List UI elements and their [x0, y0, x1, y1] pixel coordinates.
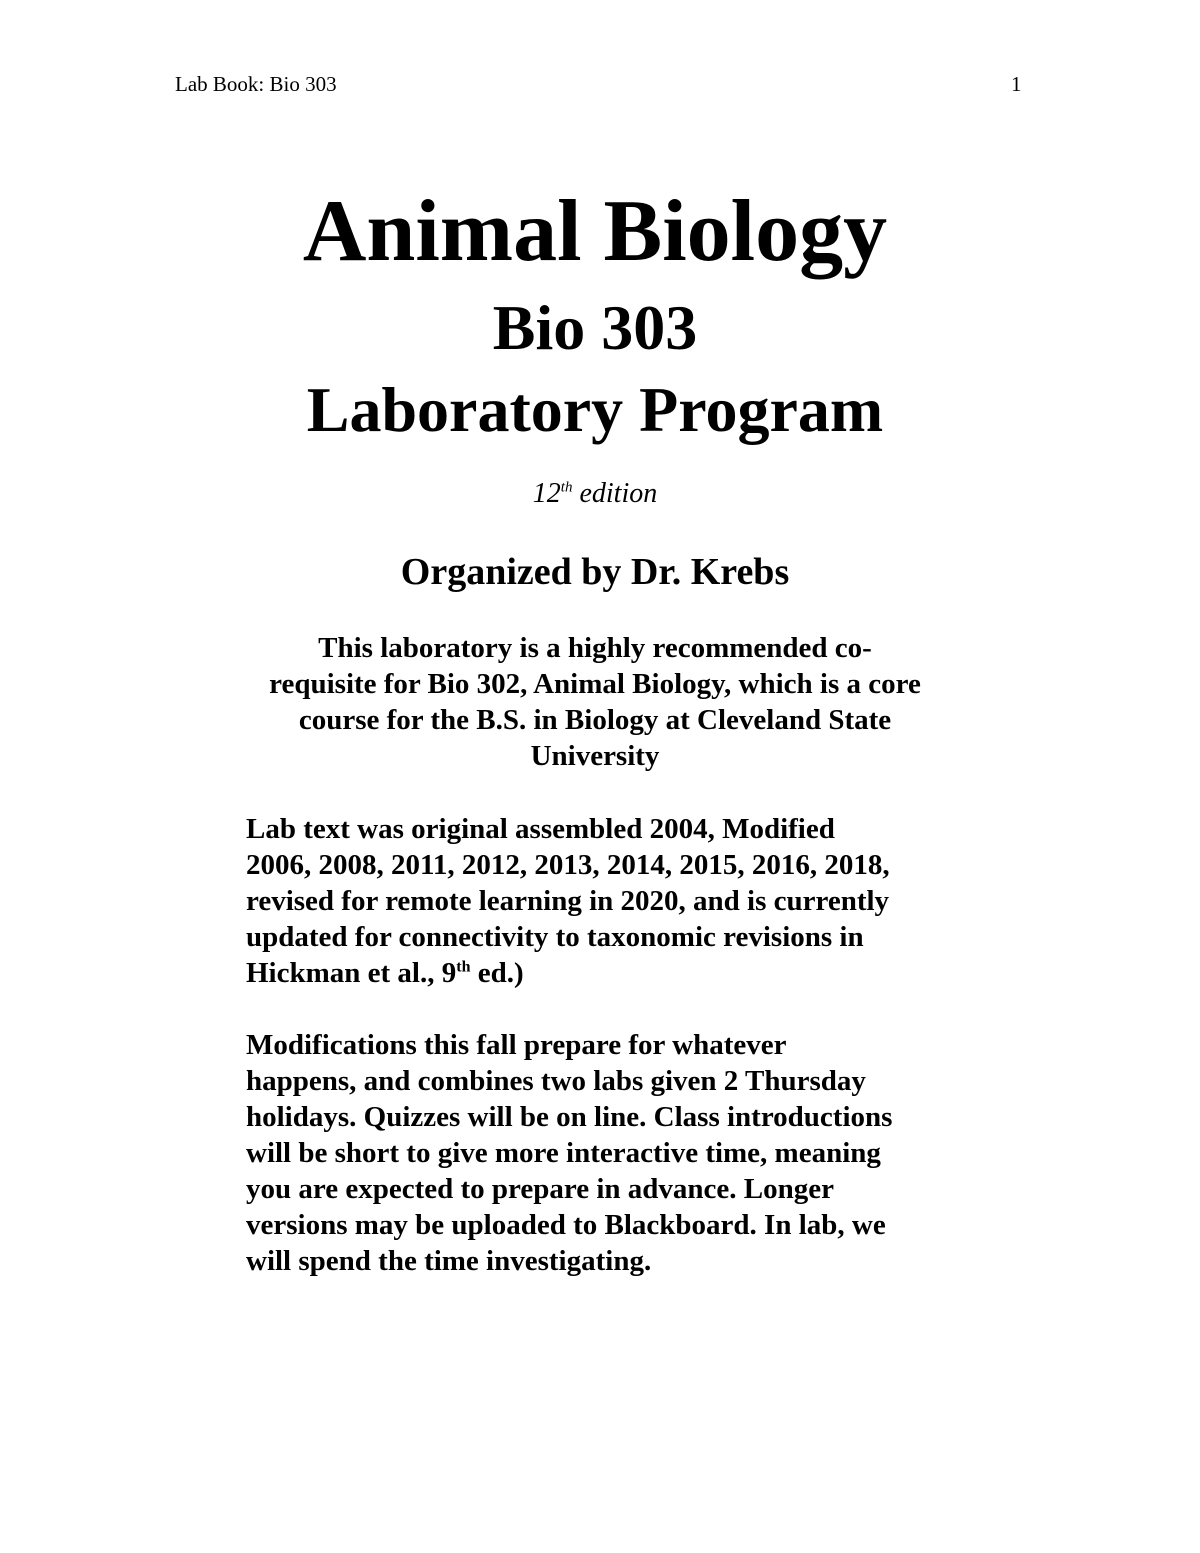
history-line: revised for remote learning in 2020, and is currently	[246, 885, 890, 917]
modifications-line: holidays. Quizzes will be on line. Class introductions	[246, 1101, 893, 1133]
edition-superscript: th	[560, 479, 573, 496]
edition-number: 12	[532, 478, 561, 509]
modifications-line: will be short to give more interactive time, meaning	[246, 1137, 881, 1169]
history-line	[246, 955, 966, 991]
requisite-line: This laboratory is a highly recommended co-	[318, 632, 872, 664]
history-paragraph	[246, 811, 966, 991]
modifications-line: you are expected to prepare in advance. Longer	[246, 1173, 835, 1205]
requisite-line: course for the B.S. in Biology at Cleveland State	[298, 704, 892, 736]
page-number: 1	[1011, 72, 1022, 96]
course-code: Bio 303	[492, 292, 698, 363]
history-citation-superscript: th	[456, 958, 471, 976]
requisite-line: requisite for Bio 302, Animal Biology, which is a core	[269, 668, 921, 700]
main-title: Animal Biology	[302, 183, 888, 280]
modifications-line: will spend the time investigating.	[246, 1245, 652, 1277]
program-title: Laboratory Program	[306, 374, 884, 445]
organizer-line: Organized by Dr. Krebs	[400, 551, 790, 593]
requisite-paragraph	[240, 630, 950, 774]
modifications-line: Modifications this fall prepare for whatever	[246, 1029, 787, 1061]
edition-line	[200, 476, 990, 512]
modifications-line: versions may be uploaded to Blackboard. In lab, we	[246, 1209, 886, 1241]
history-line: 2006, 2008, 2011, 2012, 2013, 2014, 2015, 2016, 2018,	[246, 849, 890, 881]
history-line: Lab text was original assembled 2004, Modified	[246, 813, 835, 845]
history-citation: Hickman et al., 9	[246, 957, 457, 989]
history-citation-end: ed.)	[470, 957, 524, 989]
requisite-line: University	[530, 740, 660, 772]
modifications-paragraph	[246, 1027, 966, 1279]
running-header: Lab Book: Bio 303	[175, 72, 337, 96]
modifications-line: happens, and combines two labs given 2 Thursday	[246, 1065, 866, 1097]
history-line: updated for connectivity to taxonomic revisions in	[246, 921, 864, 953]
edition-label: edition	[572, 478, 658, 509]
